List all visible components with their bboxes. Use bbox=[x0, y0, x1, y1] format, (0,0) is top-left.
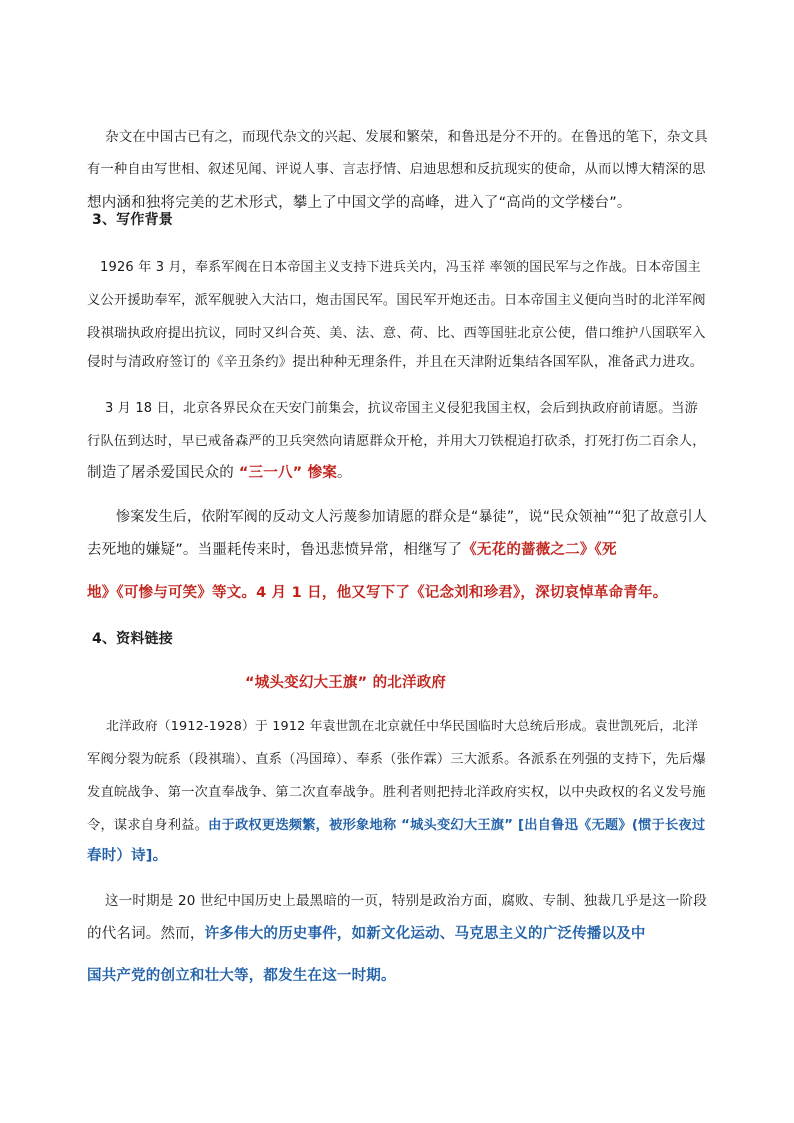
paragraph-3-line-3 bbox=[87, 463, 352, 483]
paragraph-5-line-4 bbox=[87, 816, 705, 836]
paragraph-2-line-4: 侵时与清政府签订的《辛丑条约》提出种种无理条件，并且在天津附近集结各国军队，准备武力进攻。 bbox=[87, 354, 704, 370]
paragraph-1-line-2: 有一种自由写世相、叙述见闻、评说人事、言志抒情、启迪思想和反抗现实的使命，从而以博大精深的思 bbox=[87, 162, 706, 177]
works-highlight-2: 地》《可惨与可笑》等文。4 月 1 日，他又写下了《记念刘和珍君》，深切哀悼革命青年。 bbox=[87, 585, 668, 601]
paragraph-6-line-2 bbox=[87, 924, 646, 944]
reference-title: “城头变幻大王旗” 的北洋政府 bbox=[245, 675, 447, 691]
paragraph-2-line-2: 义公开援助奉军，派军舰驶入大沽口，炮击国民军。国民军开炮还击。日本帝国主义便向当时的北洋军阀 bbox=[87, 293, 706, 308]
paragraph-5-text: 令，谋求自身利益。 bbox=[87, 818, 209, 833]
paragraph-1-line-3: 想内涵和独将完美的艺术形式，攀上了中国文学的高峰，进入了“高尚的文学楼台”。 bbox=[87, 195, 632, 211]
paragraph-4-line-1: 惨案发生后，依附军阀的反动文人污蔑参加请愿的群众是“暴徒”，说“民众领袖”“犯了故意引人 bbox=[116, 509, 708, 525]
paragraph-3-line-1: 3 月 18 日，北京各界民众在天安门前集会，抗议帝国主义侵犯我国主权，会后到执政府前请愿。当游 bbox=[105, 401, 698, 416]
paragraph-6-line-1: 这一时期是 20 世纪中国历史上最黑暗的一页，特别是政治方面，腐败、专制、独裁几乎是这一阶段 bbox=[105, 893, 707, 909]
paragraph-2-line-1: 1926 年 3 月，奉系军阀在日本帝国主义支持下进兵关内，冯玉祥 率领的国民军与之作战。日本帝国主 bbox=[100, 260, 701, 275]
march-18-massacre-highlight: “三一八” 惨案 bbox=[238, 465, 338, 481]
paragraph-4-text: 去死地的嫌疑”。当噩耗传来时，鲁迅悲愤异常，相继写了 bbox=[87, 542, 463, 558]
paragraph-5-line-3: 发直皖战争、第一次直奉战争、第二次直奉战争。胜利者则把持北洋政府实权，以中央政权的名义发号施 bbox=[87, 785, 706, 800]
section-heading-writing-background: 3、写作背景 bbox=[92, 212, 173, 228]
paragraph-3-line-2: 行队伍到达时，早已戒备森严的卫兵突然向请愿群众开枪，并用大刀铁棍追打砍杀，打死打伤二百余人， bbox=[87, 434, 706, 449]
paragraph-1-line-1: 杂文在中国古已有之，而现代杂文的兴起、发展和繁荣，和鲁迅是分不开的。在鲁迅的笔下，杂文具 bbox=[105, 129, 708, 145]
paragraph-4-line-2 bbox=[87, 540, 617, 560]
paragraph-6-text: 的代名词。然而， bbox=[87, 926, 205, 942]
paragraph-5-line-2: 军阀分裂为皖系（段祺瑞）、直系（冯国璋）、奉系（张作霖）三大派系。各派系在列强的支持下，先后爆 bbox=[87, 752, 706, 767]
warlord-flag-highlight: 由于政权更迭频繁，被形象地称 “城头变幻大王旗” [出自鲁迅《无题》(惯于长夜过 bbox=[208, 818, 706, 833]
historical-events-highlight-end: 国共产党的创立和壮大等，都发生在这一时期。 bbox=[87, 968, 396, 984]
section-heading-reference-links: 4、资料链接 bbox=[92, 631, 173, 647]
works-highlight-1: 《无花的蔷薇之二》《死 bbox=[462, 542, 617, 558]
paragraph-5-line-1: 北洋政府（1912-1928）于 1912 年袁世凯在北京就任中华民国临时大总统后形成。袁世凯死后，北洋 bbox=[106, 719, 699, 734]
paragraph-2-line-3: 段祺瑞执政府提出抗议，同时又纠合英、美、法、意、荷、比、西等国驻北京公使，借口维护八国联军入 bbox=[87, 326, 706, 341]
paragraph-3-text: 制造了屠杀爱国民众的 bbox=[87, 465, 239, 481]
warlord-flag-highlight-end: 春时）诗]。 bbox=[87, 848, 168, 864]
historical-events-highlight: 许多伟大的历史事件，如新文化运动、马克思主义的广泛传播以及中 bbox=[204, 926, 646, 942]
paragraph-3-end: 。 bbox=[337, 465, 352, 481]
